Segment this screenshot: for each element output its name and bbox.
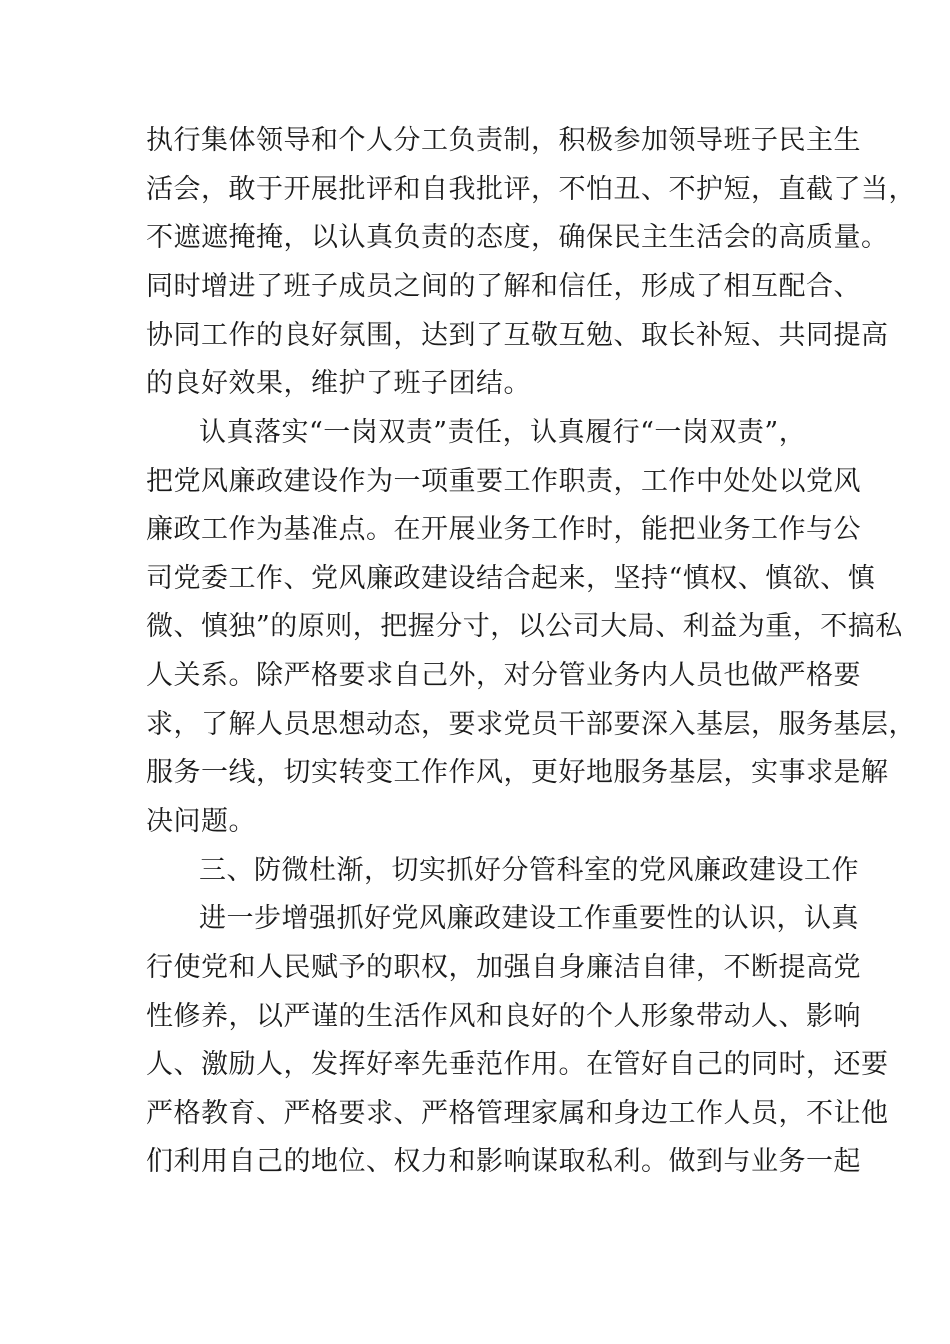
text-line: 把党风廉政建设作为一项重要工作职责，工作中处处以党风: [146, 466, 861, 497]
text-line: 求，了解人员思想动态，要求党员干部要深入基层，服务基层，: [146, 709, 916, 740]
text-line: 廉政工作为基准点。在开展业务工作时，能把业务工作与公: [146, 514, 861, 545]
text-line: 性修养，以严谨的生活作风和良好的个人形象带动人、影响: [146, 1001, 861, 1032]
text-line: 活会，敢于开展批评和自我批评，不怕丑、不护短，直截了当，: [146, 174, 916, 205]
section-heading: 三、防微杜渐，切实抓好分管科室的党风廉政建设工作: [199, 855, 859, 886]
paragraph-first-line: 认真落实“一岗双责”责任，认真履行“一岗双责”，: [199, 417, 807, 448]
text-line: 不遮遮掩掩，以认真负责的态度，确保民主生活会的高质量。: [146, 222, 889, 253]
text-line: 行使党和人民赋予的职权，加强自身廉洁自律，不断提高党: [146, 952, 861, 983]
text-line: 决问题。: [146, 806, 256, 837]
text-line: 协同工作的良好氛围，达到了互敬互勉、取长补短、共同提高: [146, 320, 889, 351]
text-line: 执行集体领导和个人分工负责制，积极参加领导班子民主生: [146, 125, 861, 156]
text-line: 人关系。除严格要求自己外，对分管业务内人员也做严格要: [146, 660, 861, 691]
text-line: 同时增进了班子成员之间的了解和信任，形成了相互配合、: [146, 271, 861, 302]
text-line: 严格教育、严格要求、严格管理家属和身边工作人员，不让他: [146, 1098, 889, 1129]
text-line: 们利用自己的地位、权力和影响谋取私利。做到与业务一起: [146, 1146, 861, 1177]
text-line: 服务一线，切实转变工作作风，更好地服务基层，实事求是解: [146, 757, 889, 788]
paragraph-first-line: 进一步增强抓好党风廉政建设工作重要性的认识，认真: [199, 903, 859, 934]
text-line: 微、慎独”的原则，把握分寸，以公司大局、利益为重，不搞私: [146, 611, 903, 642]
text-line: 人、激励人，发挥好率先垂范作用。在管好自己的同时，还要: [146, 1049, 889, 1080]
text-line: 司党委工作、党风廉政建设结合起来，坚持“慎权、慎欲、慎: [146, 563, 876, 594]
text-line: 的良好效果，维护了班子团结。: [146, 368, 531, 399]
